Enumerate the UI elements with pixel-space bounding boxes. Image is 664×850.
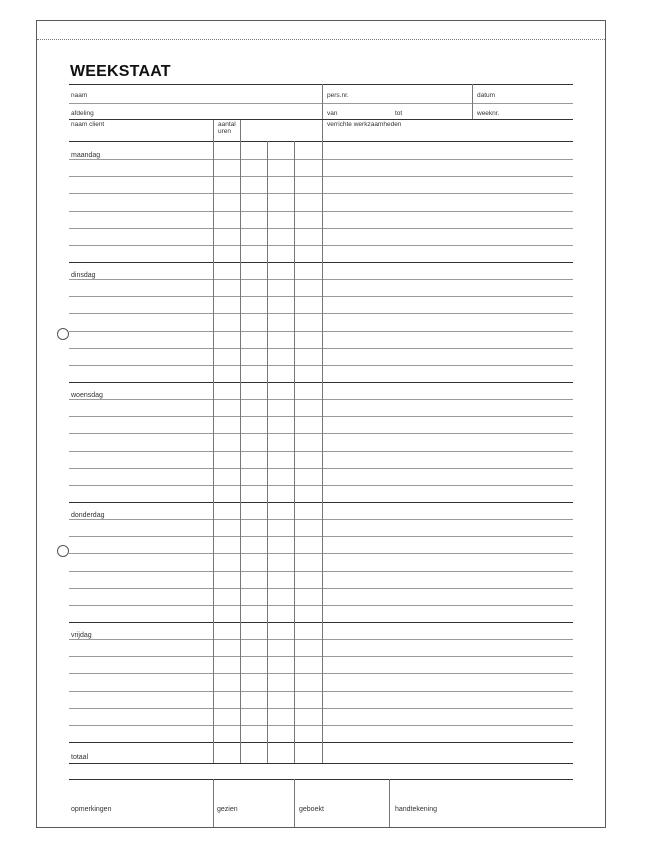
- form-title: WEEKSTAAT: [70, 63, 171, 80]
- row-rule: [69, 673, 573, 674]
- day-label-thursday: donderdag: [71, 512, 105, 519]
- day-label-tuesday: dinsdag: [71, 272, 96, 279]
- label-pers-nr: pers.nr.: [327, 92, 349, 99]
- header-rule-3: [69, 119, 573, 120]
- column-divider: [322, 120, 323, 763]
- footer-divider: [389, 779, 390, 827]
- day-label-friday: vrijdag: [71, 632, 92, 639]
- day-separator-rule: [69, 622, 573, 623]
- row-rule: [69, 365, 573, 366]
- day-label-monday: maandag: [71, 152, 101, 159]
- row-rule: [69, 159, 573, 160]
- day-label-wednesday: woensdag: [71, 392, 103, 399]
- row-rule: [69, 193, 573, 194]
- row-rule: [69, 211, 573, 212]
- label-afdeling: afdeling: [71, 110, 94, 117]
- total-label: totaal: [71, 754, 89, 761]
- row-rule: [69, 468, 573, 469]
- timesheet-form: [36, 20, 606, 828]
- header-rule-2: [69, 103, 573, 104]
- label-van: van: [327, 110, 338, 117]
- col-client: naam client: [71, 121, 105, 128]
- header-divider-2: [472, 84, 473, 119]
- footer-top-rule: [69, 779, 573, 780]
- row-rule: [69, 416, 573, 417]
- row-rule: [69, 399, 573, 400]
- row-rule: [69, 176, 573, 177]
- row-rule: [69, 639, 573, 640]
- row-rule: [69, 605, 573, 606]
- row-rule: [69, 571, 573, 572]
- footer-signature: handtekening: [395, 806, 438, 813]
- footer-booked: geboekt: [299, 806, 324, 813]
- column-header-rule: [69, 141, 573, 142]
- day-separator-rule: [69, 262, 573, 263]
- col-hours-1: aantal: [218, 121, 236, 128]
- day-separator-rule: [69, 382, 573, 383]
- row-rule: [69, 553, 573, 554]
- row-rule: [69, 348, 573, 349]
- row-rule: [69, 656, 573, 657]
- column-divider: [267, 141, 268, 763]
- column-divider: [240, 120, 241, 763]
- row-rule: [69, 296, 573, 297]
- day-separator-rule: [69, 502, 573, 503]
- header-divider-1: [322, 84, 323, 119]
- label-datum: datum: [477, 92, 496, 99]
- footer-seen: gezien: [217, 806, 238, 813]
- row-rule: [69, 451, 573, 452]
- row-rule: [69, 433, 573, 434]
- row-rule: [69, 725, 573, 726]
- day-separator-rule: [69, 742, 573, 743]
- row-rule: [69, 485, 573, 486]
- row-rule: [69, 245, 573, 246]
- row-rule: [69, 228, 573, 229]
- column-divider: [213, 120, 214, 763]
- header-top-rule: [69, 84, 573, 85]
- punch-hole-bottom: [57, 545, 69, 557]
- row-rule: [69, 691, 573, 692]
- row-rule: [69, 588, 573, 589]
- total-bottom-rule: [69, 763, 573, 764]
- row-rule: [69, 279, 573, 280]
- row-rule: [69, 313, 573, 314]
- footer-remarks: opmerkingen: [71, 806, 112, 813]
- label-naam: naam: [71, 92, 88, 99]
- perforation-line: [37, 39, 605, 40]
- row-rule: [69, 331, 573, 332]
- label-weeknr: weeknr.: [477, 110, 500, 117]
- row-rule: [69, 708, 573, 709]
- punch-hole-top: [57, 328, 69, 340]
- col-work: verrichte werkzaamheden: [327, 121, 402, 128]
- column-divider: [294, 141, 295, 763]
- label-tot: tot: [395, 110, 403, 117]
- row-rule: [69, 519, 573, 520]
- footer-divider: [213, 779, 214, 827]
- row-rule: [69, 536, 573, 537]
- footer-divider: [294, 779, 295, 827]
- col-hours-2: uren: [218, 128, 232, 135]
